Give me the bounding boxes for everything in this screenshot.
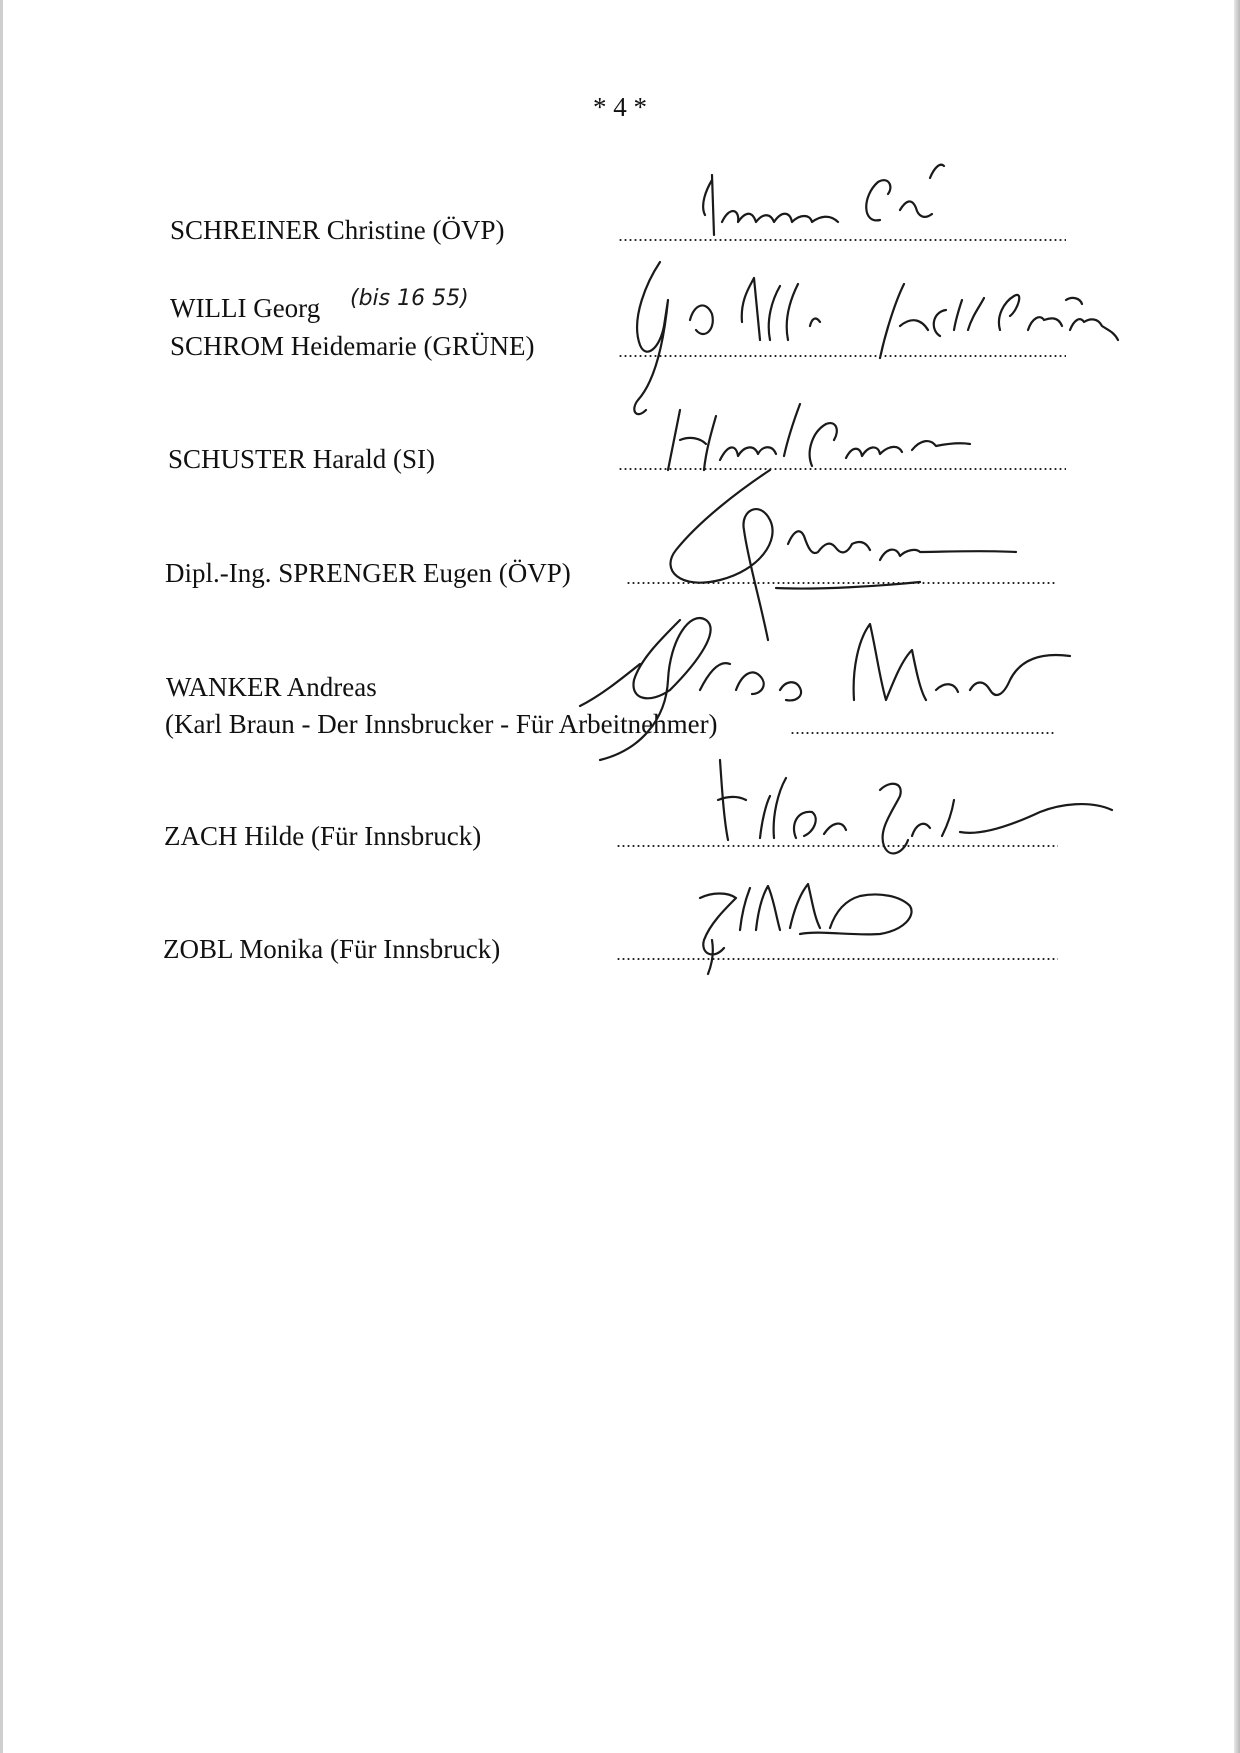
scan-edge-right bbox=[1234, 0, 1240, 1753]
scan-edge-left bbox=[0, 0, 3, 1753]
signature-line-zobl bbox=[616, 958, 1058, 960]
signature-line-schrom bbox=[618, 355, 1066, 357]
signature-zobl bbox=[700, 884, 912, 974]
member-name-schrom: SCHROM Heidemarie (GRÜNE) bbox=[170, 331, 535, 361]
member-name-zobl: ZOBL Monika (Für Innsbruck) bbox=[163, 934, 501, 964]
signature-line-zach bbox=[616, 845, 1058, 847]
signature-line-wanker bbox=[790, 732, 1056, 734]
signature-sprenger bbox=[670, 470, 1016, 640]
member-name-schreiner: SCHREINER Christine (ÖVP) bbox=[170, 215, 505, 245]
signature-schreiner bbox=[703, 165, 944, 235]
handwritten-note-willi: (bis 16 55) bbox=[350, 286, 469, 311]
member-name-sprenger: Dipl.-Ing. SPRENGER Eugen (ÖVP) bbox=[165, 558, 571, 588]
member-name-wanker: WANKER Andreas bbox=[166, 672, 377, 702]
signature-zach bbox=[718, 760, 1112, 853]
member-name-schuster: SCHUSTER Harald (SI) bbox=[168, 444, 435, 474]
member-name-zach: ZACH Hilde (Für Innsbruck) bbox=[164, 821, 482, 851]
signature-schuster bbox=[668, 404, 970, 470]
signature-line-schuster bbox=[618, 468, 1066, 470]
signature-schrom bbox=[880, 284, 1118, 358]
member-name-willi: WILLI Georg bbox=[170, 293, 321, 323]
page-number: * 4 * bbox=[593, 92, 647, 122]
signature-line-schreiner bbox=[618, 239, 1066, 241]
signature-line-sprenger bbox=[626, 582, 1056, 584]
member-party-wanker: (Karl Braun - Der Innsbrucker - Für Arbeitnehmer) bbox=[165, 709, 718, 739]
signature-willi bbox=[634, 262, 820, 414]
